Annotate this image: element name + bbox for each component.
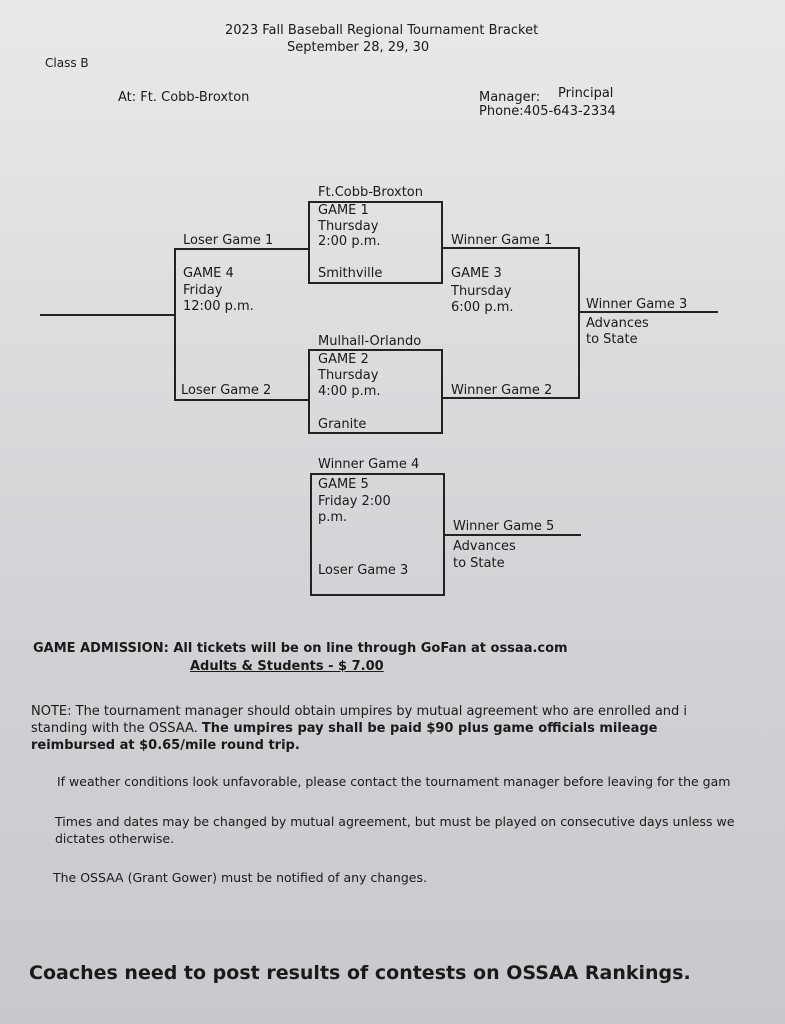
game4-in-bottom: Loser Game 2 — [181, 383, 272, 398]
game3-advance1: Advances — [586, 316, 649, 331]
note4: The OSSAA (Grant Gower) must be notified of any changes. — [53, 870, 427, 885]
game3-advance2: to State — [586, 332, 638, 347]
note3-line1: Times and dates may be changed by mutual agreement, but must be played on consecutive days unless we — [55, 814, 735, 829]
game4-out-line — [40, 314, 175, 316]
admission-line: GAME ADMISSION: All tickets will be on line through GoFan at ossaa.com — [33, 641, 568, 656]
class-label: Class B — [45, 56, 89, 70]
game1-day: Thursday — [318, 219, 379, 234]
game3-in-top: Winner Game 1 — [451, 233, 553, 248]
game3-day: Thursday — [451, 284, 512, 299]
note2: If weather conditions look unfavorable, please contact the tournament manager before leaving for the gam — [57, 774, 731, 789]
game2-title: GAME 2 — [318, 352, 369, 367]
game1-title: GAME 1 — [318, 203, 369, 218]
game4-title: GAME 4 — [183, 266, 234, 281]
game4-day: Friday — [183, 283, 223, 298]
game5-advance1: Advances — [453, 539, 516, 554]
game3-out: Winner Game 3 — [586, 297, 688, 312]
game1-time: 2:00 p.m. — [318, 234, 381, 249]
note1-bold: The umpires pay shall be paid $90 plus game officials mileage — [201, 721, 658, 736]
manager-name: Principal — [558, 86, 614, 101]
doc-dates: September 28, 29, 30 — [287, 40, 430, 55]
admission-price: Adults & Students - $ 7.00 — [190, 659, 384, 674]
site-label: At: Ft. Cobb-Broxton — [118, 90, 250, 105]
game5-daytime: Friday 2:00 — [318, 494, 391, 509]
game5-top-team: Winner Game 4 — [318, 457, 420, 472]
game1-top-team: Ft.Cobb-Broxton — [318, 185, 423, 200]
game1-bottom-team: Smithville — [318, 266, 383, 281]
game2-time: 4:00 p.m. — [318, 384, 381, 399]
note3-line2: dictates otherwise. — [55, 831, 175, 846]
game4-in-top: Loser Game 1 — [183, 233, 274, 248]
game5-time-suffix: p.m. — [318, 510, 348, 525]
game5-title: GAME 5 — [318, 477, 369, 492]
note1-line2 — [31, 720, 658, 737]
game3-time: 6:00 p.m. — [451, 300, 514, 315]
game5-bottom-team: Loser Game 3 — [318, 563, 409, 578]
doc-title: 2023 Fall Baseball Regional Tournament Bracket — [225, 23, 539, 38]
game2-day: Thursday — [318, 368, 379, 383]
note1-plain: standing with the OSSAA. — [31, 721, 198, 736]
game3-title: GAME 3 — [451, 266, 502, 281]
game5-advance2: to State — [453, 556, 505, 571]
manager-label: Manager: — [479, 90, 541, 105]
footer-notice: Coaches need to post results of contests on OSSAA Rankings. — [29, 962, 691, 984]
loser-game2-line — [175, 399, 309, 401]
game5-out: Winner Game 5 — [453, 519, 555, 534]
game4-vertical-line — [174, 248, 176, 401]
note1-line1: NOTE: The tournament manager should obtain umpires by mutual agreement who are enrolled and i — [31, 704, 688, 719]
game2-bottom-team: Granite — [318, 417, 367, 432]
game3-in-bottom: Winner Game 2 — [451, 383, 553, 398]
game4-time: 12:00 p.m. — [183, 299, 254, 314]
note1-line3: reimbursed at $0.65/mile round trip. — [31, 738, 300, 753]
game3-vertical-line — [578, 247, 580, 399]
manager-phone: Phone:405-643-2334 — [479, 104, 616, 119]
game2-top-team: Mulhall-Orlando — [318, 334, 422, 349]
